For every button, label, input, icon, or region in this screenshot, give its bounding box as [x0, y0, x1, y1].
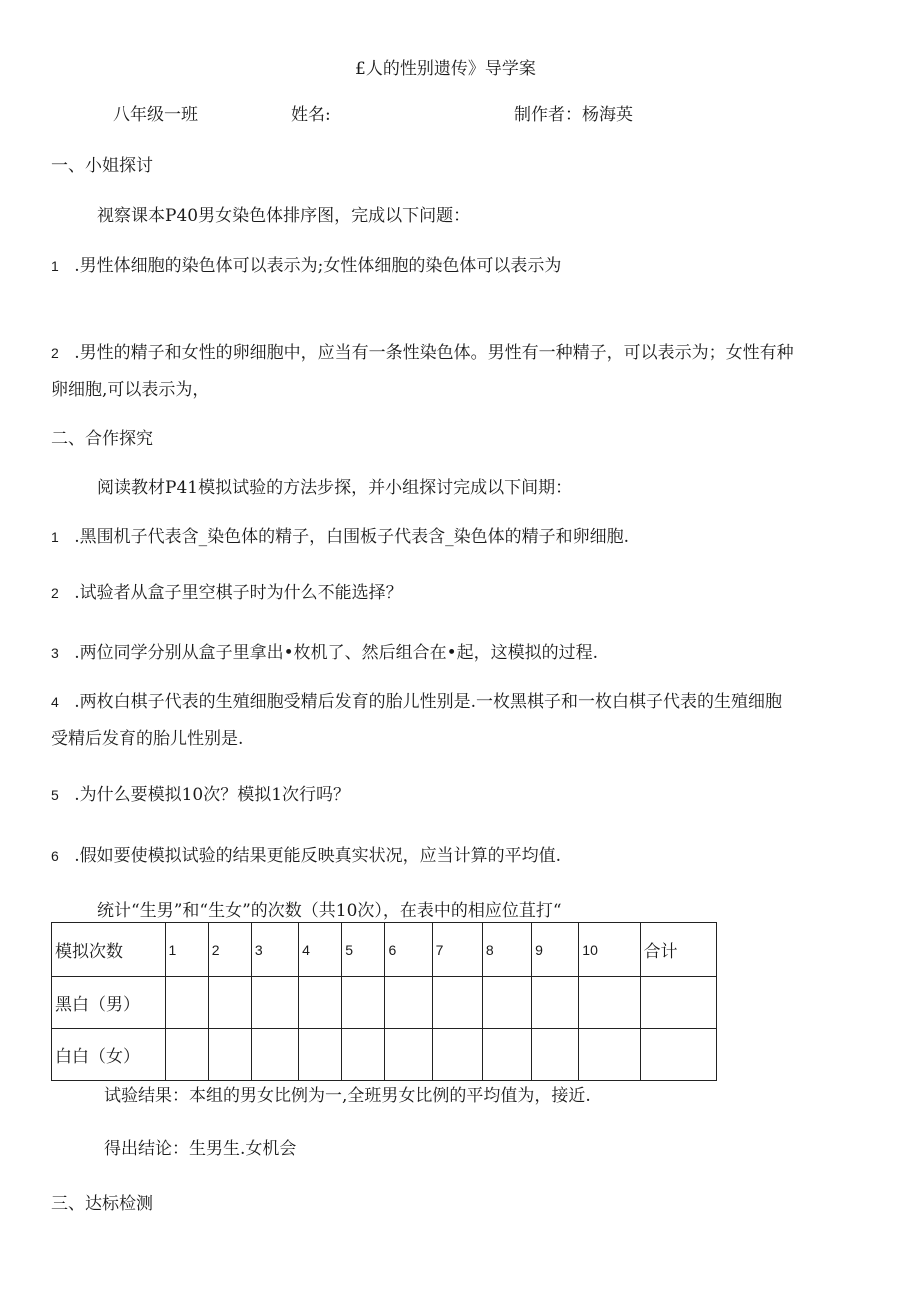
s1-question-2	[51, 342, 794, 364]
table-cell[interactable]	[482, 977, 531, 1029]
class-label: 八年级一班	[113, 105, 198, 125]
question-text: .男性的精子和女性的卵细胞中，应当有一条性染色体。男性有一种精子，可以表示为；女性有种	[74, 343, 794, 363]
table-cell[interactable]	[342, 1029, 385, 1081]
table-cell[interactable]	[208, 977, 251, 1029]
table-cell[interactable]	[251, 1029, 298, 1081]
table-cell[interactable]	[432, 977, 482, 1029]
s2-question-6	[51, 845, 561, 867]
s2-question-4-cont: 受精后发育的胎儿性别是.	[51, 729, 244, 749]
question-text: .为什么要模拟10次？模拟1次行吗？	[74, 785, 351, 805]
table-cell[interactable]	[482, 1029, 531, 1081]
section3-heading: 三、达标检测	[51, 1194, 153, 1214]
question-number: 6	[51, 848, 59, 864]
author-label: 制作者：杨海英	[514, 105, 633, 125]
table-cell[interactable]	[299, 1029, 342, 1081]
section1-intro: 视察课本P40男女染色体排序图，完成以下问题：	[97, 206, 471, 226]
question-number: 1	[51, 258, 59, 274]
s2-question-4	[51, 691, 782, 713]
table-cell[interactable]	[299, 977, 342, 1029]
section2-intro: 阅读教材P41模拟试验的方法步探，并小组探讨完成以下间期：	[97, 478, 573, 498]
table-cell[interactable]	[165, 977, 208, 1029]
question-number: 1	[51, 529, 59, 545]
table-cell[interactable]	[385, 1029, 432, 1081]
table-cell[interactable]	[385, 977, 432, 1029]
table-cell[interactable]	[532, 1029, 579, 1081]
s2-question-1	[51, 526, 629, 548]
table-cell[interactable]	[579, 977, 640, 1029]
table-row	[52, 977, 717, 1029]
s1-question-1	[51, 255, 561, 277]
table-cell[interactable]	[579, 1029, 640, 1081]
question-text: .两位同学分别从盒子里拿出•枚机了、然后组合在•起，这模拟的过程.	[74, 643, 599, 663]
table-cell: 3	[251, 923, 298, 977]
table-cell[interactable]	[532, 977, 579, 1029]
table-cell: 模拟次数	[52, 923, 166, 977]
s1-question-2-cont: 卵细胞,可以表示为，	[51, 380, 210, 400]
question-number: 2	[51, 345, 59, 361]
question-text: .男性体细胞的染色体可以表示为;女性体细胞的染色体可以表示为	[74, 256, 562, 276]
question-number: 2	[51, 585, 59, 601]
table-cell: 10	[579, 923, 640, 977]
table-cell[interactable]	[432, 1029, 482, 1081]
table-cell[interactable]	[165, 1029, 208, 1081]
s2-question-3	[51, 642, 598, 664]
name-label: 姓名:	[291, 105, 331, 125]
table-row	[52, 1029, 717, 1081]
question-text: .两枚白棋子代表的生殖细胞受精后发育的胎儿性别是.一枚黑棋子和一枚白棋子代表的生殖细胞	[74, 692, 783, 712]
section1-heading: 一、小姐探讨	[51, 156, 153, 176]
s2-question-2	[51, 582, 403, 604]
table-cell: 5	[342, 923, 385, 977]
table-cell: 9	[532, 923, 579, 977]
table-cell: 4	[299, 923, 342, 977]
table-cell: 8	[482, 923, 531, 977]
question-number: 3	[51, 645, 59, 661]
page-title: £人的性别遗传》导学案	[355, 59, 536, 79]
question-number: 5	[51, 787, 59, 803]
table-cell: 6	[385, 923, 432, 977]
table-cell[interactable]	[640, 977, 716, 1029]
table-header-row	[52, 923, 717, 977]
table-cell[interactable]	[251, 977, 298, 1029]
question-text: .试验者从盒子里空棋子时为什么不能选择？	[74, 583, 403, 603]
section2-heading: 二、合作探究	[51, 429, 153, 449]
table-cell[interactable]	[640, 1029, 716, 1081]
s2-question-5	[51, 784, 350, 806]
question-number: 4	[51, 694, 59, 710]
question-text: .假如要使模拟试验的结果更能反映真实状况，应当计算的平均值.	[74, 846, 562, 866]
table-cell: 7	[432, 923, 482, 977]
table-cell: 白白（女）	[52, 1029, 166, 1081]
table-intro: 统计“生男”和“生女”的次数（共10次），在表中的相应位苴打“	[97, 901, 562, 921]
table-cell: 合计	[640, 923, 716, 977]
result-text: 试验结果：本组的男女比例为一,全班男女比例的平均值为，接近.	[104, 1086, 591, 1106]
table-cell[interactable]	[342, 977, 385, 1029]
table-cell: 黑白（男）	[52, 977, 166, 1029]
table-cell[interactable]	[208, 1029, 251, 1081]
conclusion-text: 得出结论：生男生.女机会	[104, 1139, 297, 1159]
table-cell: 1	[165, 923, 208, 977]
table-cell: 2	[208, 923, 251, 977]
simulation-table	[51, 922, 717, 1081]
question-text: .黑围机子代表含_染色体的精子，白围板子代表含_染色体的精子和卵细胞.	[74, 527, 630, 547]
